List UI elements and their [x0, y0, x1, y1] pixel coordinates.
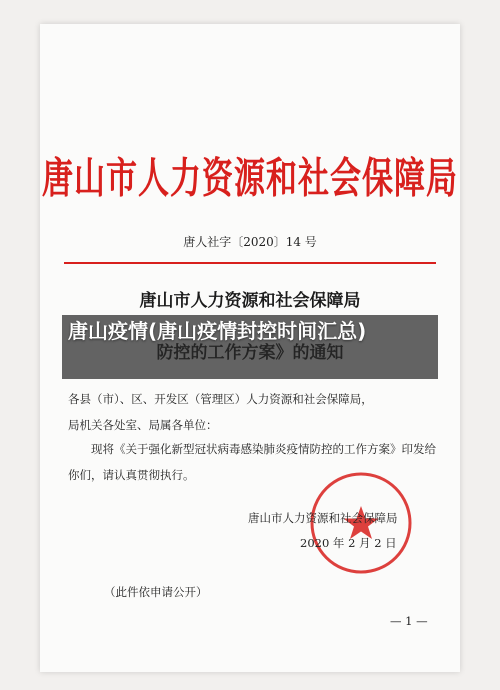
red-divider	[64, 262, 436, 264]
signature-date: 2020 年 2 月 2 日	[300, 536, 397, 550]
overlay-caption: 唐山疫情(唐山疫情封控时间汇总)	[68, 319, 367, 343]
addressees-line1: 各县（市）、区、开发区（管理区）人力资源和社会保障局，	[68, 392, 373, 406]
body-paragraph: 现将《关于强化新型冠状病毒感染肺炎疫情防控的工作方案》印发给你们，请认真贯彻执行。	[68, 442, 436, 482]
disclosure-note: （此件依申请公开）	[104, 585, 208, 599]
signature-organization: 唐山市人力资源和社会保障局	[248, 511, 398, 525]
document-number: 唐人社字〔2020〕14 号	[183, 235, 317, 249]
addressees	[68, 386, 440, 438]
agency-title: 唐山市人力资源和社会保障局	[42, 154, 458, 204]
notice-title-line1: 唐山市人力资源和社会保障局	[139, 291, 361, 311]
addressees-line2: 局机关各处室、局属各单位：	[68, 418, 218, 432]
page-number: — 1 —	[390, 614, 428, 628]
